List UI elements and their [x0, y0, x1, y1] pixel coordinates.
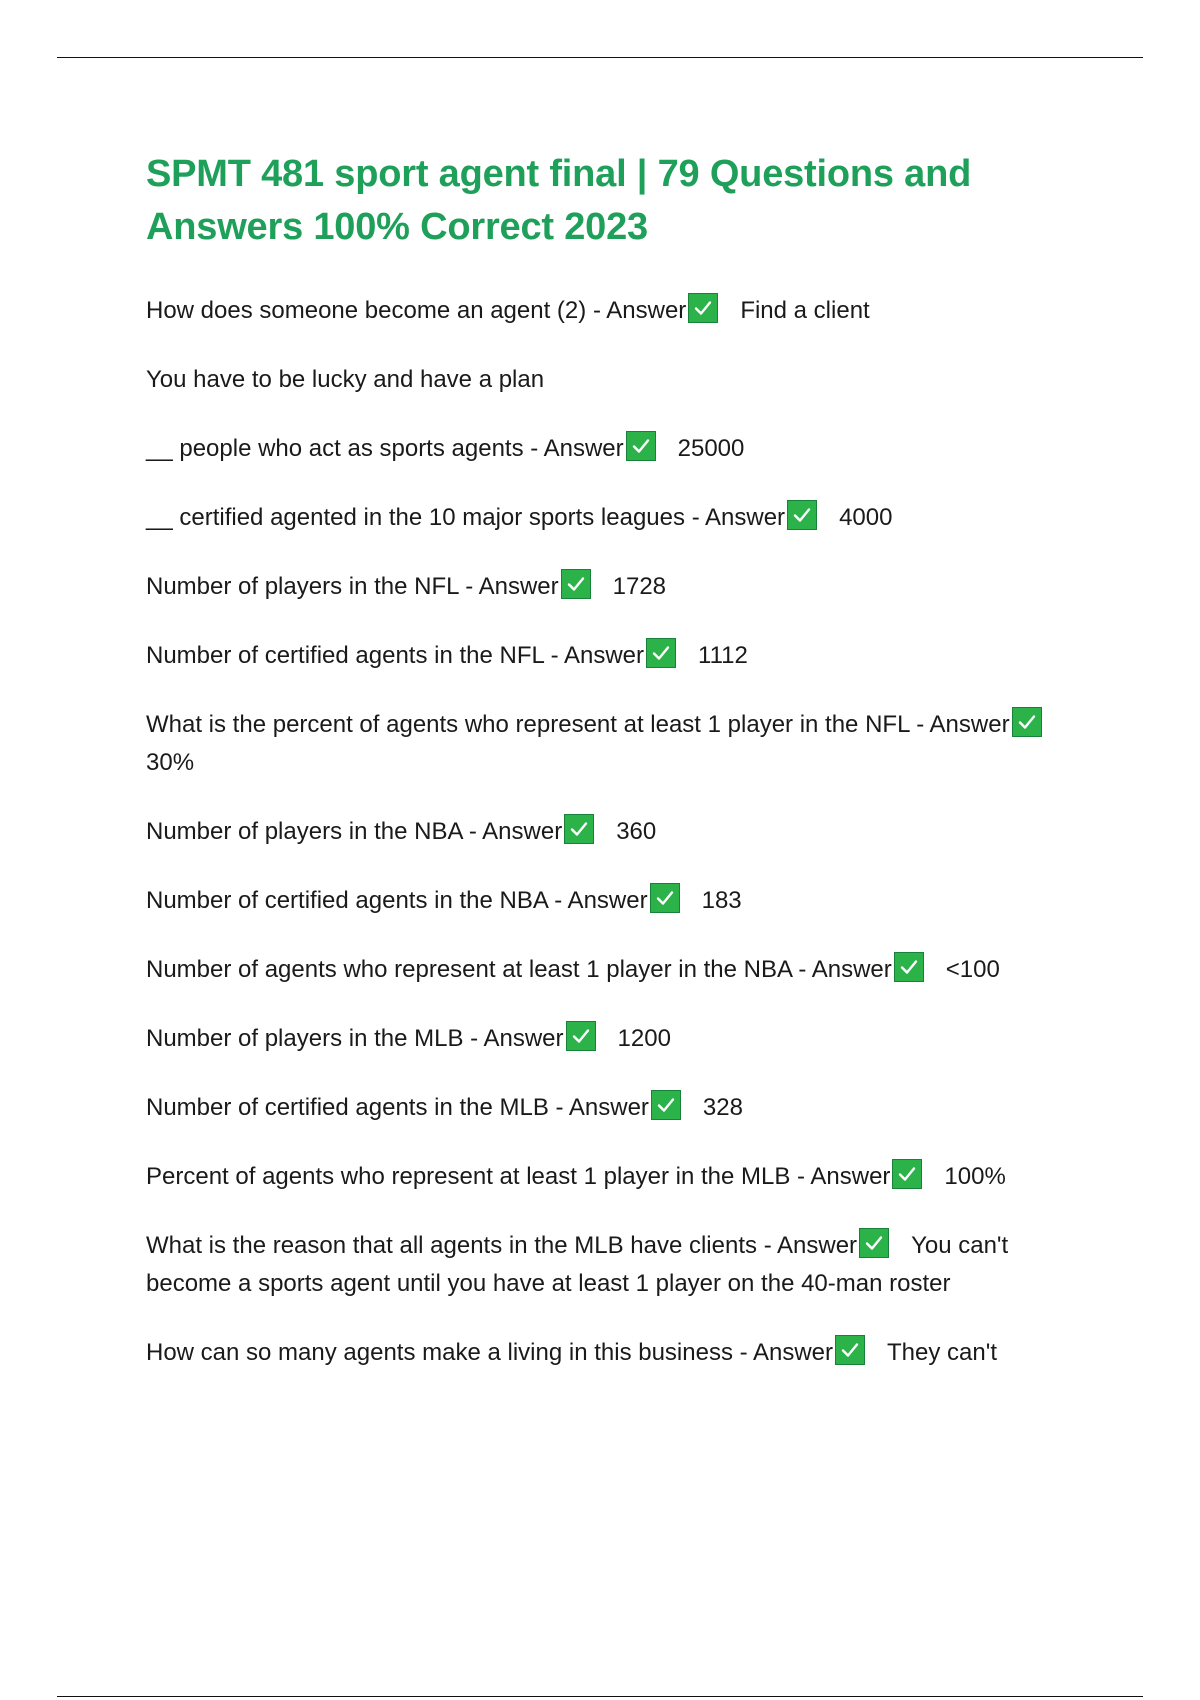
question-text: What is the percent of agents who represent at least 1 player in the NFL [146, 711, 910, 738]
qa-item [146, 361, 1076, 399]
question-text: Number of certified agents in the MLB [146, 1094, 549, 1121]
qa-item [146, 951, 1076, 989]
answer-text: 183 [701, 887, 742, 914]
answer-text: 25000 [677, 435, 745, 462]
top-rule [57, 57, 1143, 58]
qa-item [146, 637, 1076, 675]
answer-text: You can't become a sports agent until you have at least 1 player on the 40-man roster [146, 1232, 1009, 1297]
question-text: Number of certified agents in the NFL [146, 642, 544, 669]
check-icon [646, 638, 676, 668]
answer-label: - Answer [470, 1025, 564, 1052]
qa-item [146, 1020, 1076, 1058]
answer-label: - Answer [530, 435, 624, 462]
answer-text: 100% [944, 1163, 1006, 1190]
answer-label: - Answer [739, 1339, 834, 1366]
continuation-text: You have to be lucky and have a plan [146, 366, 545, 393]
check-icon [650, 883, 680, 913]
document-title: SPMT 481 sport agent final | 79 Questions and Answers 100% Correct 2023 [146, 153, 972, 248]
answer-text: 1112 [698, 642, 748, 669]
question-text: Number of players in the MLB [146, 1025, 464, 1052]
answer-label: - Answer [554, 887, 648, 914]
answer-label: - Answer [550, 642, 645, 669]
qa-item [146, 430, 1076, 468]
qa-item [146, 292, 1076, 330]
check-icon [892, 1159, 922, 1189]
answer-label: - Answer [798, 956, 892, 983]
answer-label: - Answer [763, 1232, 858, 1259]
question-text: How can so many agents make a living in this business [146, 1339, 733, 1366]
check-icon [566, 1021, 596, 1051]
qa-item [146, 813, 1076, 851]
answer-label: - Answer [916, 711, 1010, 738]
question-text: __ certified agented in the 10 major sports leagues [146, 504, 686, 531]
qa-item [146, 499, 1076, 537]
check-icon [688, 293, 718, 323]
answer-text: Find a client [740, 297, 870, 324]
check-icon [626, 431, 656, 461]
check-icon [561, 569, 591, 599]
qa-item [146, 1089, 1076, 1127]
answer-text: 30% [146, 749, 195, 776]
answer-label: - Answer [555, 1094, 649, 1121]
bottom-rule [57, 1696, 1143, 1697]
question-text: Percent of agents who represent at least 1 player in the MLB [146, 1163, 791, 1190]
check-icon [835, 1335, 865, 1365]
answer-text: <100 [945, 956, 1000, 983]
answer-text: 328 [702, 1094, 743, 1121]
qa-item [146, 882, 1076, 920]
answer-text: 360 [616, 818, 657, 845]
question-text: Number of agents who represent at least 1 player in the NBA [146, 956, 792, 983]
qa-item [146, 1227, 1076, 1303]
answer-text: 1728 [612, 573, 667, 600]
question-text: Number of players in the NBA [146, 818, 463, 845]
answer-label: - Answer [592, 297, 687, 324]
question-text: What is the reason that all agents in the MLB have clients [146, 1232, 758, 1259]
answer-text: 1200 [617, 1025, 671, 1052]
document-body [146, 148, 1076, 1403]
question-text: __ people who act as sports agents [146, 435, 524, 462]
answer-label: - Answer [465, 573, 559, 600]
question-text: Number of certified agents in the NBA [146, 887, 548, 914]
check-icon [651, 1090, 681, 1120]
answer-label: - Answer [797, 1163, 891, 1190]
answer-text: 4000 [839, 504, 893, 531]
answer-label: - Answer [691, 504, 786, 531]
check-icon [1012, 707, 1042, 737]
qa-item [146, 568, 1076, 606]
check-icon [859, 1228, 889, 1258]
answer-text: They can't [887, 1339, 997, 1366]
question-text: How does someone become an agent (2) [146, 297, 587, 324]
qa-item [146, 706, 1076, 782]
question-text: Number of players in the NFL [146, 573, 459, 600]
qa-item [146, 1158, 1076, 1196]
answer-label: - Answer [468, 818, 563, 845]
check-icon [894, 952, 924, 982]
check-icon [787, 500, 817, 530]
qa-item [146, 1334, 1076, 1372]
check-icon [564, 814, 594, 844]
